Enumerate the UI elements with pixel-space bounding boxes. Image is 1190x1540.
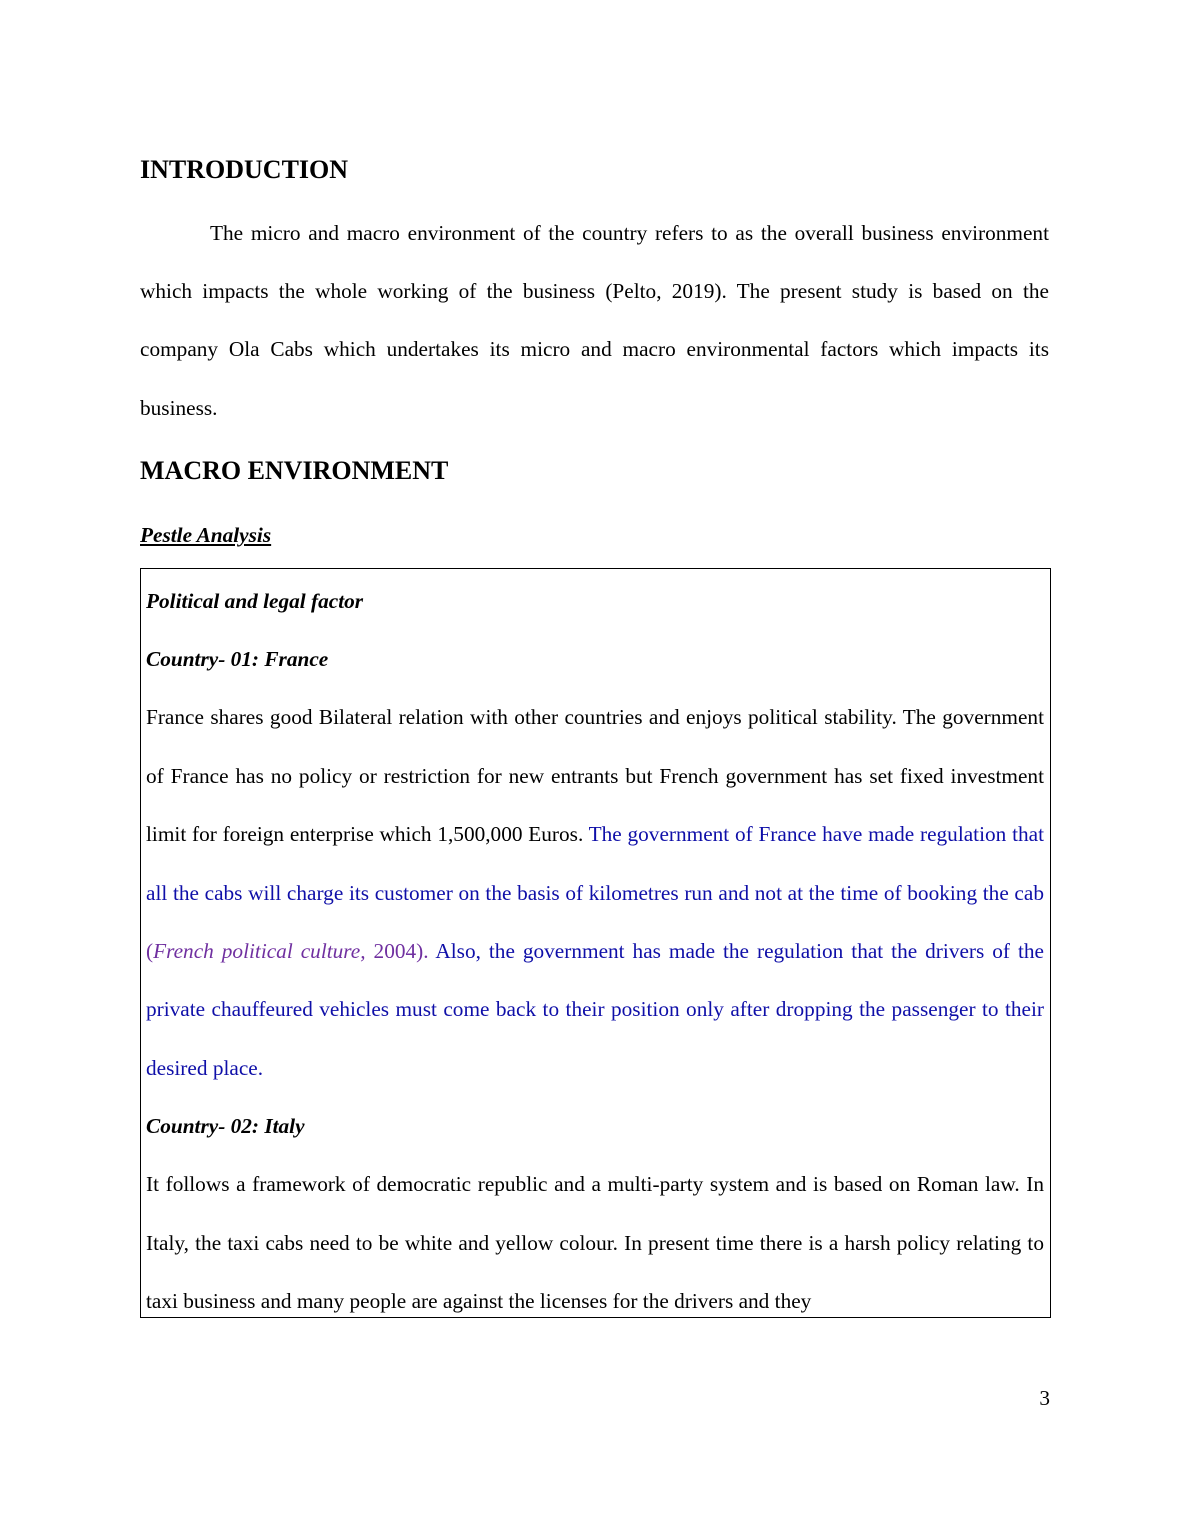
pestle-table-cell [140, 568, 1051, 1318]
political-legal-factor-heading: Political and legal factor [146, 589, 364, 613]
pestle-analysis-subheading: Pestle Analysis [140, 523, 272, 547]
france-regulation-text: The government of France have made regulation that all the cabs will charge its customer on the basis of kilometres run and not at the time of booking the cab [146, 822, 1044, 905]
italy-paragraph: It follows a framework of democratic republic and a multi-party system and is based on Roman law. In Italy, the taxi cabs need to be white and yellow colour. In present time there is a harsh policy relating to taxi business and many people are against the licenses for the drivers and they [146, 1172, 1044, 1314]
macro-environment-heading: MACRO ENVIRONMENT [140, 456, 449, 485]
page-number: 3 [1039, 1386, 1050, 1410]
france-text: France shares good Bilateral relation with other countries and enjoys political stability. The government of France has no policy or restriction for new entrants but French government has set fixed investment limit for foreign enterprise which 1,500,000 Euros. [146, 705, 1044, 847]
france-regulation-text-2: Also, the government has made the regulation that the drivers of the private chauffeured vehicles must come back to their position only after dropping the passenger to their desired place. [146, 939, 1044, 1080]
france-paragraph [146, 688, 1044, 1097]
citation-year: 2004). [365, 939, 429, 963]
introduction-paragraph [140, 204, 1049, 437]
citation-title: French political culture, [153, 939, 366, 963]
introduction-text: The micro and macro environment of the country refers to as the overall business environment which impacts the whole working of the business (Pelto, 2019). The present study is based on the company Ola Cabs which undertakes its micro and macro environmental factors which impacts its business. [140, 221, 1049, 420]
introduction-heading: INTRODUCTION [140, 155, 349, 184]
country-france-heading: Country- 01: France [146, 647, 329, 672]
citation-open: ( [146, 939, 154, 963]
country-italy-heading: Country- 02: Italy [146, 1114, 305, 1139]
